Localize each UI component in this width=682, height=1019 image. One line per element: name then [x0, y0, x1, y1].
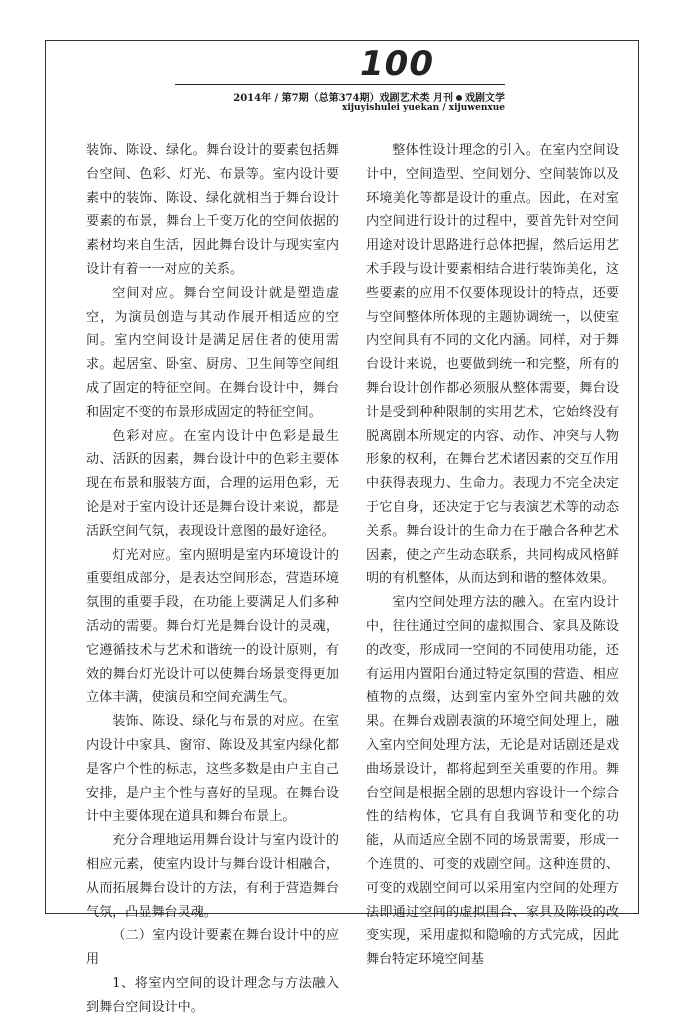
paragraph: 1、将室内空间的设计理念与方法融入到舞台空间设计中。	[86, 975, 339, 1015]
bullet-dot-icon	[456, 95, 462, 101]
page-number: 100	[360, 44, 434, 84]
paragraph: 装饰、陈设、绿化与布景的对应。在室内设计中家具、窗帘、陈设及其室内绿化都是客户个性的标志，这些多数是由户主自己安排，是户主个性与喜好的呈现。在舞台设计中主要体现在道具和舞台布景上。	[86, 714, 339, 825]
paragraph: 装饰、陈设、绿化。舞台设计的要素包括舞台空间、色彩、灯光、布景等。室内设计要素中的装饰、陈设、绿化就相当于舞台设计要素的布景，舞台上千变万化的空间依据的素材均来自生活，因此舞台设计与现实室内设计有着一一对应的关系。	[86, 143, 339, 277]
masthead-issue: 2014年 / 第7期（总第374期）戏剧艺术类 月刊	[233, 93, 453, 104]
paragraph: 灯光对应。室内照明是室内环境设计的重要组成部分，是表达空间形态，营造环境氛围的重要手段，在功能上要满足人们多种活动的需要。舞台灯光是舞台设计的灵魂，它遵循技术与艺术和谐统一的设计原则，有效的舞台灯光设计可以使舞台场景变得更加立体丰满，使演员和空间充满生气。	[86, 547, 339, 706]
right-column	[366, 139, 619, 972]
paragraph: （二）室内设计要素在舞台设计中的应用	[86, 928, 339, 968]
paragraph: 空间对应。舞台空间设计就是塑造虚空，为演员创造与其动作展开相适应的空间。室内空间设计是满足居住者的使用需求。起居室、卧室、厨房、卫生间等空间组成了固定的特征空间。在舞台设计中，舞台和固定不变的布景形成固定的特征空间。	[86, 285, 339, 420]
masthead	[165, 89, 505, 104]
masthead-section: 戏剧文学	[465, 93, 505, 104]
paragraph: 室内空间处理方法的融入。在室内设计中，往往通过空间的虚拟围合、家具及陈设的改变，形成同一空间的不同使用功能，还有运用内置阳台通过特定氛围的营造、相应植物的点缀，达到室内室外空间共融的效果。在舞台戏剧表演的环境空间处理上，融入室内空间处理方法，无论是对话剧还是戏曲场景设计，都将起到至关重要的作用。舞台空间是根据全剧的思想内容设计一个综合性的结构体，它具有自我调节和变化的功能，从而适应全剧不同的场景需要，形成一个连贯的、可变的戏剧空间。这种连贯的、可变的戏剧空间可以采用室内空间的处理方法即通过空间的虚拟围合、家具及陈设的改变实现，采用虚拟和隐喻的方式完成，因此舞台特定环境空间基	[366, 595, 619, 968]
masthead-pinyin: xijuyishulei yuekan / xijuwenxue	[342, 103, 505, 113]
paragraph: 色彩对应。在室内设计中色彩是最生动、活跃的因素，舞台设计中的色彩主要体现在布景和服装方面，合理的运用色彩，无论是对于室内设计还是舞台设计来说，都是活跃空间气氛，表现设计意图的最好途径。	[86, 428, 339, 539]
left-column	[86, 139, 339, 1019]
paragraph: 充分合理地运用舞台设计与室内设计的相应元素，使室内设计与舞台设计相融合，从而拓展舞台设计的方法，有利于营造舞台气氛，凸显舞台灵魂。	[86, 833, 339, 920]
paragraph: 整体性设计理念的引入。在室内空间设计中，空间造型、空间划分、空间装饰以及环境美化等都是设计的重点。因此，在对室内空间进行设计的过程中，要首先针对空间用途对设计思路进行总体把握，然后运用艺术手段与设计要素相结合进行装饰美化，这些要素的应用不仅要体现设计的特点，还要与空间整体所体现的主题协调统一，以使室内空间具有不同的文化内涵。同样，对于舞台设计来说，也要做到统一和完整，所有的舞台设计创作都必须服从整体需要，舞台设计是受到种种限制的实用艺术，它始终没有脱离剧本所规定的内容、动作、冲突与人物形象的权利，在舞台艺术诸因素的交互作用中获得表现力、生命力。表现力不完全决定于它自身，还决定于它与表演艺术等的动态关系。舞台设计的生命力在于融合各种艺术因素，使之产生动态联系，共同构成风格鲜明的有机整体，从而达到和谐的整体效果。	[366, 143, 619, 587]
header-rule	[175, 84, 505, 85]
